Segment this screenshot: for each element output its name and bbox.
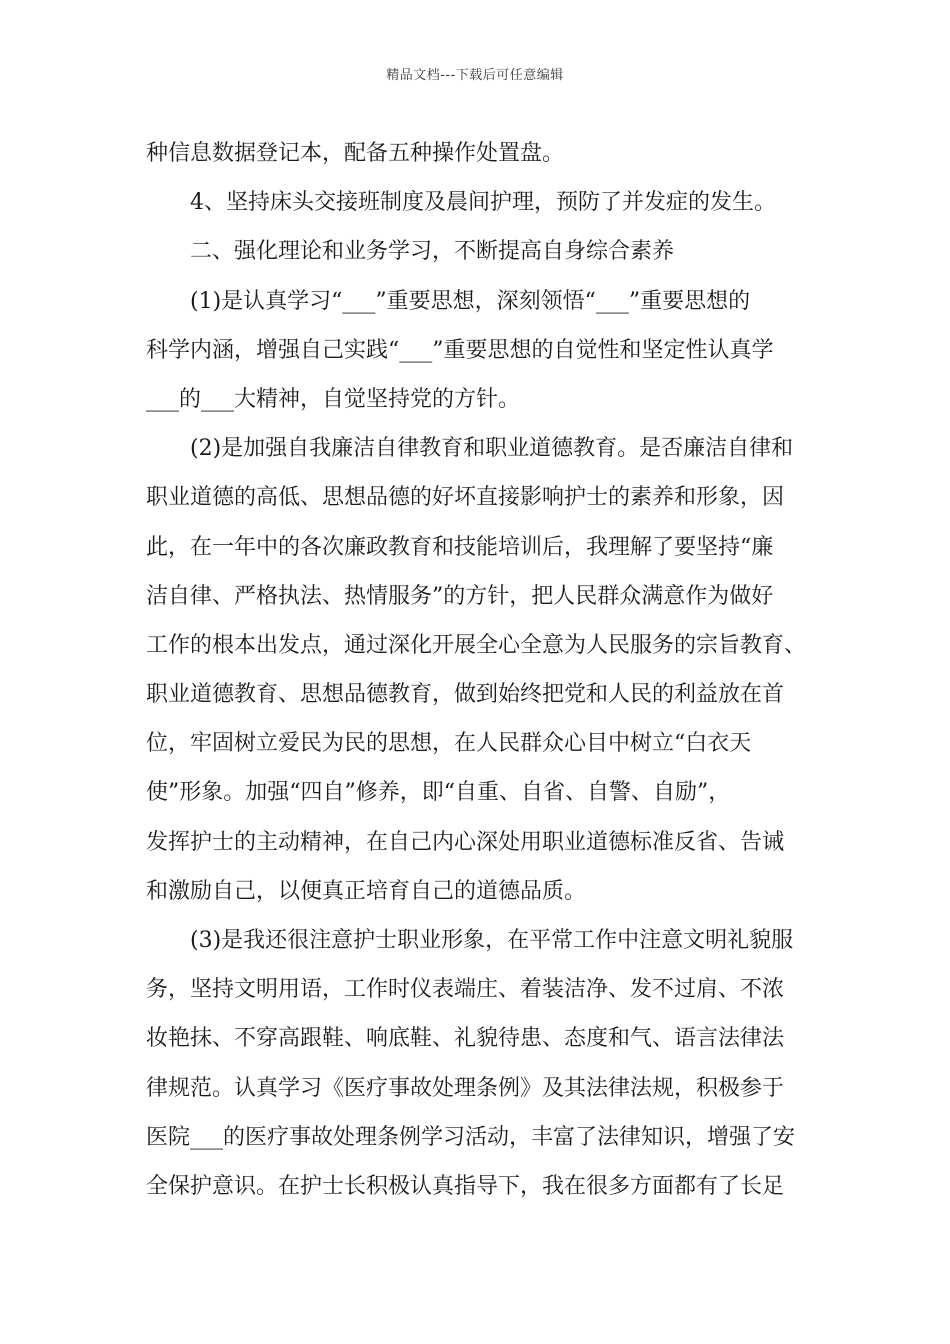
text-line: 使”形象。加强“四自”修养，即“自重、自省、自警、自励”， xyxy=(146,780,731,806)
text-line: 妆艳抹、不穿高跟鞋、响底鞋、礼貌待患、态度和气、语言法律法 xyxy=(146,1026,785,1052)
text-line: 职业道德教育、思想品德教育，做到始终把党和人民的利益放在首 xyxy=(146,682,785,708)
text-line: (1)是认真学习“___”重要思想，深刻领悟“___”重要思想的 xyxy=(190,288,751,314)
text-line: 和激励自己，以便真正培育自己的道德品质。 xyxy=(146,878,587,904)
text-line: 律规范。认真学习《医疗事故处理条例》及其法律法规，积极参于 xyxy=(146,1075,785,1101)
text-line: 职业道德的高低、思想品德的好坏直接影响护士的素养和形象，因 xyxy=(146,485,785,511)
text-line: 工作的根本出发点，通过深化开展全心全意为人民服务的宗旨教育、 xyxy=(146,632,807,658)
text-line: 位，牢固树立爱民为民的思想，在人民群众心目中树立“白衣天 xyxy=(146,731,752,757)
text-line: 4、坚持床头交接班制度及晨间护理，预防了并发症的发生。 xyxy=(190,190,776,216)
document-body xyxy=(146,129,826,1211)
section-heading: 二、强化理论和业务学习，不断提高自身综合素养 xyxy=(190,239,675,265)
text-line: 医院___的医疗事故处理条例学习活动，丰富了法律知识，增强了安 xyxy=(146,1124,796,1150)
text-line: 种信息数据登记本，配备五种操作处置盘。 xyxy=(146,141,565,166)
text-line: 务，坚持文明用语，工作时仪表端庄、着装洁净、发不过肩、不浓 xyxy=(146,977,785,1003)
page-header: 精品文档---下载后可任意编辑 xyxy=(386,68,564,83)
text-line: (2)是加强自我廉洁自律教育和职业道德教育。是否廉洁自律和 xyxy=(190,436,794,462)
text-line: 洁自律、严格执法、热情服务”的方针，把人民群众满意作为做好 xyxy=(146,583,774,609)
text-line: 全保护意识。在护士长积极认真指导下，我在很多方面都有了长足 xyxy=(146,1173,785,1199)
text-line: 科学内涵，增强自己实践“___”重要思想的自觉性和坚定性认真学 xyxy=(146,337,774,363)
text-line: 发挥护士的主动精神，在自己内心深处用职业道德标准反省、告诫 xyxy=(146,829,785,855)
text-line: ___的___大精神，自觉坚持党的方针。 xyxy=(146,386,521,412)
text-line: 此，在一年中的各次廉政教育和技能培训后，我理解了要坚持“廉 xyxy=(146,534,774,560)
text-line: (3)是我还很注意护士职业形象，在平常工作中注意文明礼貌服 xyxy=(190,928,794,953)
